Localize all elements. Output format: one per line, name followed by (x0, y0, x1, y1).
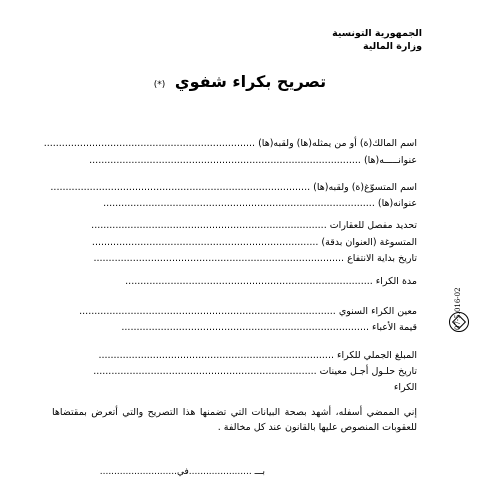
field-charges[interactable]: قيمة الأعباء .................................................................................. (121, 322, 417, 333)
header-ministry: وزارة المالية (363, 41, 422, 52)
field-due-date[interactable]: تاريخ حلـول أجـل معينات .......................................................................... (93, 366, 417, 377)
signature-line[interactable]: بـــ ......................في........................... (99, 467, 265, 477)
title-text: تصريح بكراء شفوي (174, 72, 327, 91)
declaration-text: إني الممضي أسفله، أشهد بصحة البيانات التي تضمنها هذا التصريح والتي أتعرض بمقتضاها للعقوبات المنصوص عليها بالقانون عند كل مخالفة . (52, 407, 417, 433)
field-start-date[interactable]: تاريخ بداية الانتفاع ................................................................................... (93, 253, 417, 264)
form-code-text: 07-5.016-02 (454, 287, 462, 330)
field-annual-rent[interactable]: معين الكراء السنوي ..................................................................................... (79, 306, 417, 317)
title-note: (*) (153, 80, 166, 90)
field-property-details[interactable]: تحديد مفصل للعقارات .............................................................................. (91, 220, 417, 231)
stamp-icon (449, 312, 469, 332)
field-rent-label: الكراء (393, 382, 417, 393)
field-tenant[interactable]: اسم المتسوّغ(ة) ولقبه(ها) ...................................................................................... (50, 182, 417, 193)
field-duration[interactable]: مدة الكراء .................................................................................. (125, 276, 417, 287)
field-total-amount[interactable]: المبلغ الجملي للكراء .............................................................................. (98, 350, 417, 361)
field-owner[interactable]: اسم المالك(ة) أو من يمثله(ها) ولقبه(ها) ...................................................................... (43, 138, 417, 149)
header-republic: الجمهورية التونسية (332, 28, 422, 39)
page-title (0, 72, 480, 91)
header (332, 27, 422, 53)
field-owner-address[interactable]: عنوانـــــه(ها) .......................................................................................... (89, 155, 417, 166)
field-tenant-address[interactable]: عنوانه(ها) .......................................................................................... (103, 198, 417, 209)
field-rented-property[interactable]: المتسوغة (العنوان بدقة) ........................................................................... (91, 237, 417, 248)
